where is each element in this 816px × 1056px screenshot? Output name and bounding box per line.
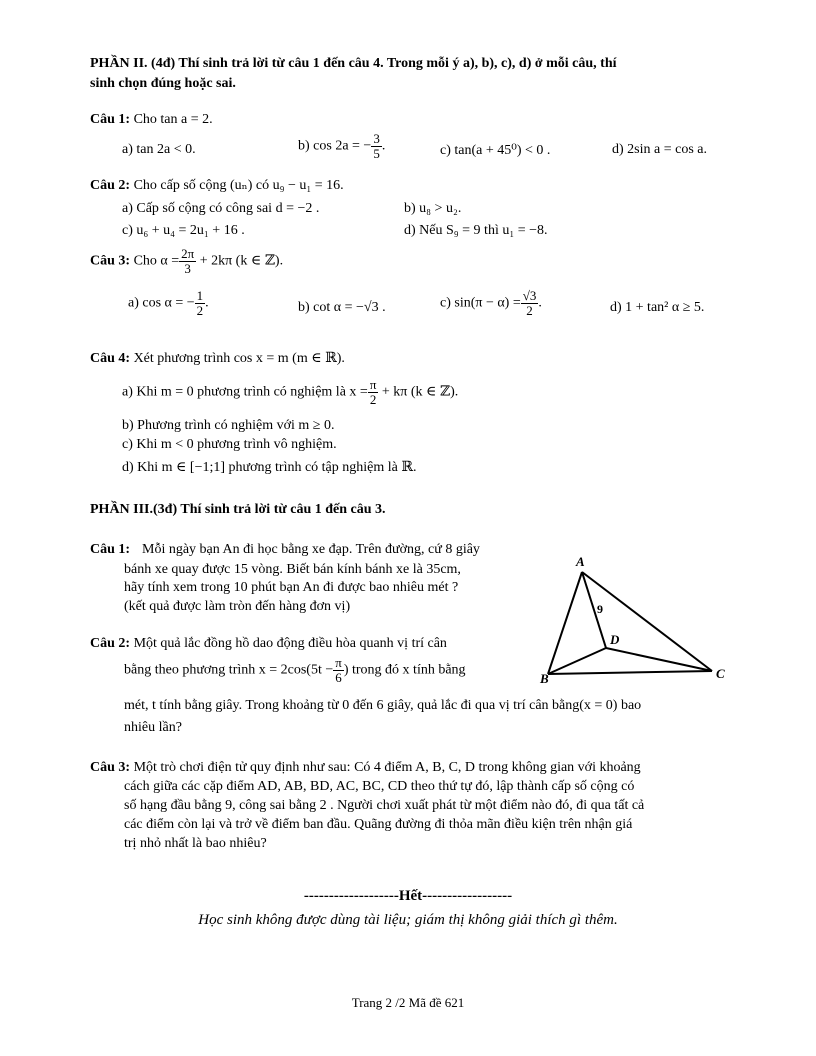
q2-option-a: a) Cấp số cộng có công sai d = −2 . xyxy=(122,201,320,216)
p3-q3-line1 xyxy=(90,760,641,776)
q2-label: Câu 2: xyxy=(90,178,131,193)
end-marker: -------------------Hết------------------ xyxy=(303,888,513,904)
q4-a-text: a) Khi m = 0 phương trình có nghiệm là x = xyxy=(122,384,368,400)
p3-q2-num: π xyxy=(335,655,342,670)
p3-q3-line1-text: Một trò chơi điện tử quy định như sau: Có 4 điểm A, B, C, D trong không gian với khoảng xyxy=(133,760,641,775)
label-d: D xyxy=(610,632,620,647)
q1-option-a: a) tan 2a < 0. xyxy=(122,142,196,157)
p3-q2-fraction xyxy=(333,656,344,684)
q1-label: Câu 1: xyxy=(90,112,131,127)
q1-stem-math: tan a = 2. xyxy=(160,112,213,127)
p3-q2-line1-text: Một quả lắc đồng hồ dao động điều hòa quanh vị trí cân xyxy=(133,636,447,651)
part2-title-line2: sinh chọn đúng hoặc sai. xyxy=(90,76,236,91)
p3-q1-line1: Mỗi ngày bạn An đi học bằng xe đạp. Trên đường, cứ 8 giây xyxy=(142,542,480,557)
q3-stem-post: + 2kπ (k ∈ ℤ). xyxy=(199,253,284,269)
q3-c-text: c) sin(π − α) = xyxy=(440,295,521,311)
q1-b-num: 3 xyxy=(373,131,380,146)
q3-option-c xyxy=(440,289,542,317)
q4-a-num: π xyxy=(369,377,377,392)
q3-a-post: . xyxy=(205,295,209,311)
triangle-figure xyxy=(530,550,730,690)
q2-stem xyxy=(90,177,344,194)
p3-q2-eq-post: ) trong đó x tính bằng xyxy=(343,662,466,678)
q4-option-b: b) Phương trình có nghiệm với m ≥ 0. xyxy=(122,418,335,433)
triangle-edges xyxy=(548,572,712,674)
q1-option-b xyxy=(298,132,385,160)
q4-a-den: 2 xyxy=(369,391,377,407)
page-number: Trang 2 /2 Mã đề 621 xyxy=(351,995,465,1010)
q3-c-fraction xyxy=(521,289,539,317)
p3-q2-den: 6 xyxy=(335,669,342,685)
q4-option-a xyxy=(122,378,458,406)
p3-q3-line5: trị nhỏ nhất là bao nhiêu? xyxy=(124,836,267,851)
p3-q2-eq-text: bằng theo phương trình x = 2cos(5t − xyxy=(124,662,334,678)
q1-option-d: d) 2sin a = cos a. xyxy=(612,142,707,157)
q4-label: Câu 4: xyxy=(90,351,131,366)
q3-a-fraction xyxy=(195,289,206,317)
p3-q2-line1 xyxy=(90,636,447,652)
q3-stem xyxy=(90,247,283,275)
q1-stem-text: Cho xyxy=(133,112,157,127)
q3-option-a xyxy=(128,289,209,317)
q4-a-fraction xyxy=(368,378,379,406)
q3-c-post: . xyxy=(538,295,542,311)
q4-option-d: d) Khi m ∈ [−1;1] phương trình có tập nghiệm là ℝ. xyxy=(122,460,417,475)
p3-q2-line4: nhiêu lần? xyxy=(124,720,182,735)
q3-stem-text: Cho α = xyxy=(133,253,180,269)
q3-stem-den: 3 xyxy=(184,260,191,276)
p3-q1-line4: (kết quả được làm tròn đến hàng đơn vị) xyxy=(124,599,351,614)
q3-stem-fraction xyxy=(179,247,196,275)
q2-option-c: c) u₆ + u₄ = 2u₁ + 16 . xyxy=(122,223,245,238)
p3-q1-label: Câu 1: xyxy=(90,542,131,557)
label-a: A xyxy=(576,554,585,569)
p3-q2-line2 xyxy=(124,656,466,684)
p3-q1-line2: bánh xe quay được 15 vòng. Biết bán kính bánh xe là 35cm, xyxy=(124,562,461,577)
part2-title: PHẦN II. (4đ) Thí sinh trả lời từ câu 1 đến câu 4. Trong mỗi ý a), b), c), d) ở mỗi câu, thí xyxy=(90,56,617,71)
label-b: B xyxy=(540,671,549,686)
label-9: 9 xyxy=(597,602,603,616)
q4-stem-text: Xét phương trình cos x = m (m ∈ ℝ). xyxy=(133,351,345,366)
q3-option-b: b) cot α = −√3 . xyxy=(298,300,386,315)
q3-stem-num: 2π xyxy=(181,246,195,261)
exam-note: Học sinh không được dùng tài liệu; giám thị không giải thích gì thêm. xyxy=(198,912,618,928)
q3-label: Câu 3: xyxy=(90,253,131,269)
q4-a-post: + kπ (k ∈ ℤ). xyxy=(381,384,459,400)
q3-c-den: 2 xyxy=(526,302,533,318)
q3-a-num: 1 xyxy=(196,288,204,303)
edge-bc xyxy=(548,671,712,674)
q1-option-c: c) tan(a + 45⁰) < 0 . xyxy=(440,143,551,158)
q4-stem xyxy=(90,350,345,367)
p3-q3-line4: các điểm còn lại và trở về điểm ban đầu. Quãng đường đi thỏa mãn điều kiện trên nhận giá xyxy=(124,817,633,832)
q1-b-fraction xyxy=(371,132,382,160)
p3-q3-line2: cách giữa các cặp điểm AD, AB, BD, AC, BC, CD theo thứ tự đó, lập thành cấp số cộng có xyxy=(124,779,635,794)
edge-bd xyxy=(548,648,606,674)
part3-title: PHẦN III.(3đ) Thí sinh trả lời từ câu 1 đến câu 3. xyxy=(90,502,386,517)
q3-a-text: a) cos α = − xyxy=(128,295,195,311)
p3-q2-line3: mét, t tính bằng giây. Trong khoảng từ 0 đến 6 giây, quả lắc đi qua vị trí cân bằng(x = 0) bao xyxy=(124,698,642,713)
q3-a-den: 2 xyxy=(196,302,204,318)
q2-option-b: b) u₈ > u₂. xyxy=(404,201,462,216)
label-c: C xyxy=(716,666,725,681)
p3-q1-line3: hãy tính xem trong 10 phút bạn An đi được bao nhiêu mét ? xyxy=(124,580,459,595)
edge-ab xyxy=(548,572,582,674)
p3-q3-line3: số hạng đầu bằng 9, công sai bằng 2 . Người chơi xuất phát từ một điểm nào đó, đi qua tất cả xyxy=(124,798,645,813)
q1-b-den: 5 xyxy=(373,145,380,161)
p3-q2-label: Câu 2: xyxy=(90,636,131,651)
q3-option-d: d) 1 + tan² α ≥ 5. xyxy=(610,300,705,315)
q1-b-post: . xyxy=(381,138,386,154)
q2-stem-text: Cho cấp số cộng (uₙ) có u₉ − u₁ = 16. xyxy=(133,178,344,193)
q1-stem xyxy=(90,112,213,128)
p3-q3-label: Câu 3: xyxy=(90,760,131,775)
q2-option-d: d) Nếu S₉ = 9 thì u₁ = −8. xyxy=(404,223,548,238)
q1-b-text: b) cos 2a = − xyxy=(298,138,372,154)
q3-c-num: √3 xyxy=(522,288,537,303)
q4-option-c: c) Khi m < 0 phương trình vô nghiệm. xyxy=(122,437,337,452)
